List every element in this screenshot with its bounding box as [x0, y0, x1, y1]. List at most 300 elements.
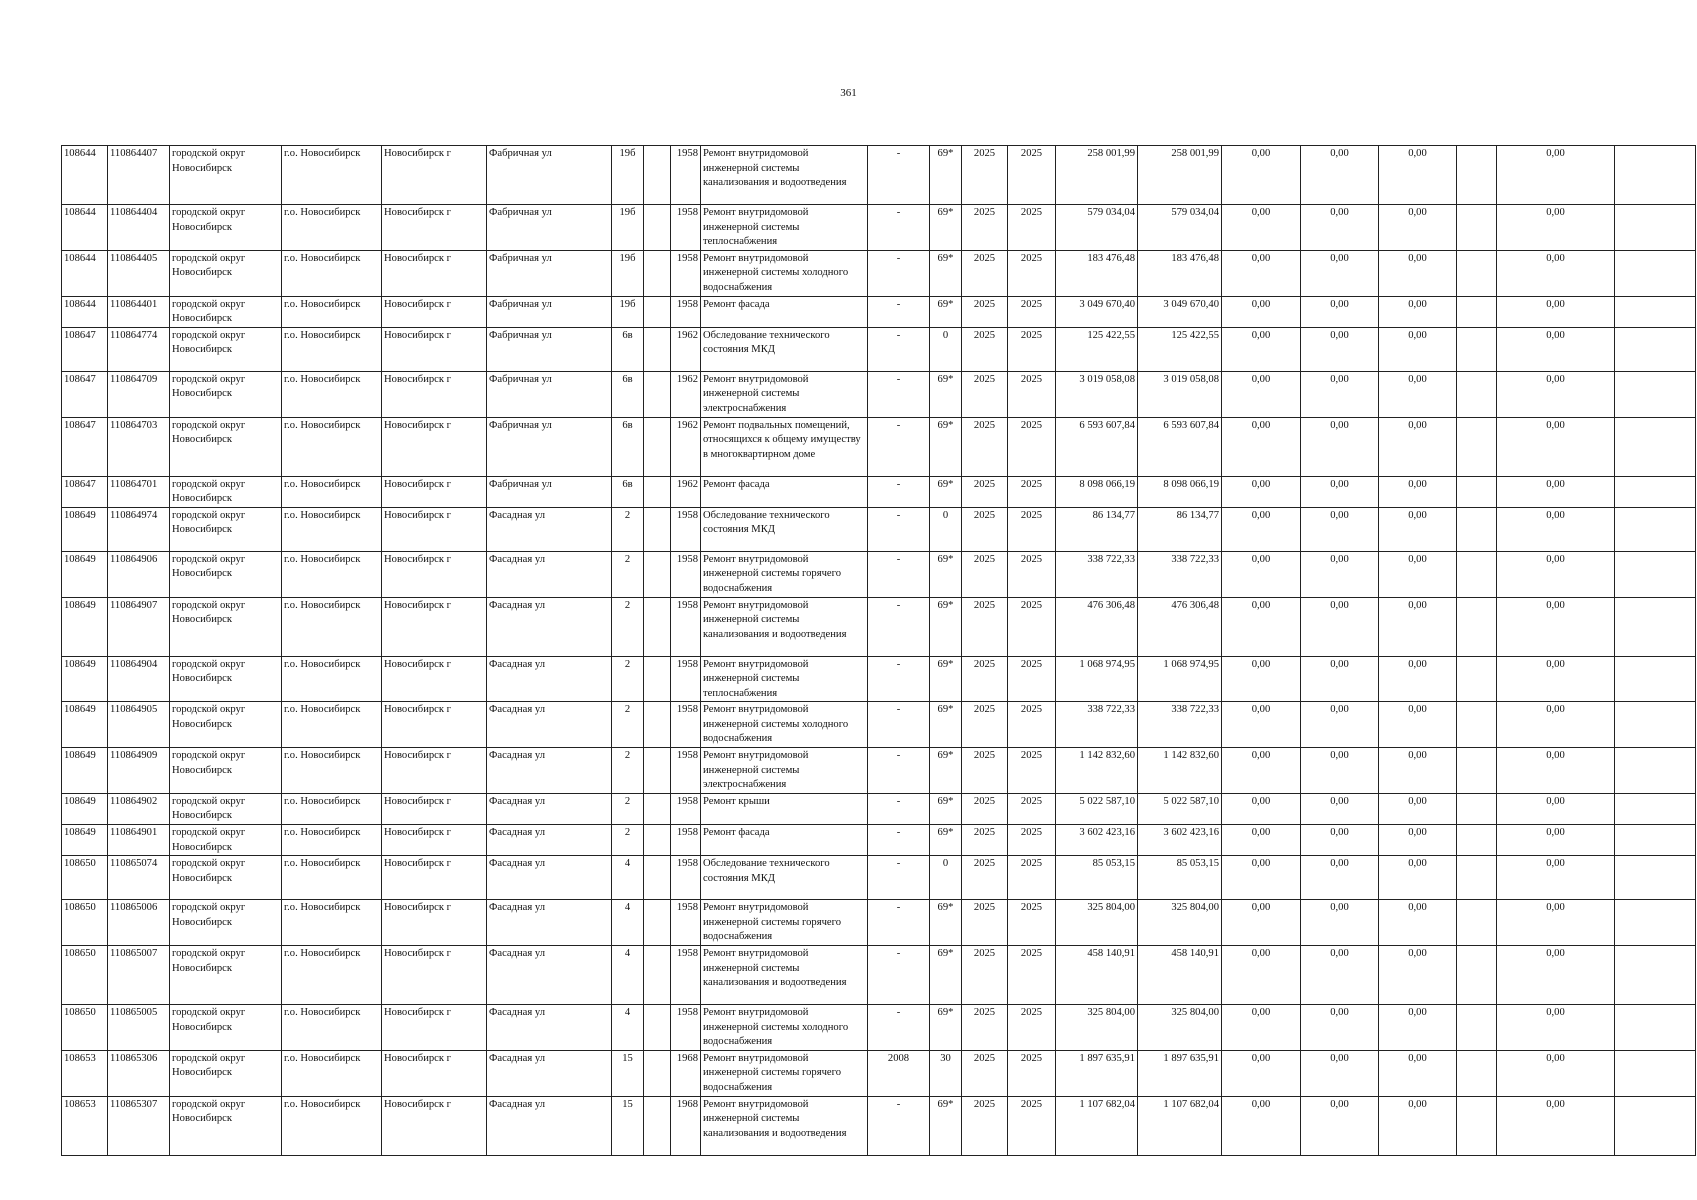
cell-end-year: 2025 — [1008, 327, 1056, 371]
table-row — [62, 946, 1696, 1005]
cell-start-year: 2025 — [962, 656, 1008, 702]
cell-wear-percent: 69* — [930, 250, 962, 296]
cell-regional: 0,00 — [1301, 702, 1379, 748]
cell-district: городской округ Новосибирск — [170, 825, 282, 856]
cell-fund-sum: 183 476,48 — [1138, 250, 1222, 296]
cell-code: 110864909 — [108, 748, 170, 794]
cell-sub — [644, 417, 671, 476]
cell-city: Новосибирск г — [382, 946, 487, 1005]
cell-street: Фасадная ул — [487, 702, 612, 748]
cell-municipality: г.о. Новосибирск — [282, 417, 382, 476]
cell-start-year: 2025 — [962, 205, 1008, 251]
cell-total-cost: 1 897 635,91 — [1056, 1050, 1138, 1096]
cell-municipality: г.о. Новосибирск — [282, 296, 382, 327]
cell-municipality: г.о. Новосибирск — [282, 702, 382, 748]
cell-note — [1615, 748, 1696, 794]
cell-spacer — [1457, 551, 1497, 597]
cell-end-year: 2025 — [1008, 417, 1056, 476]
cell-total-cost: 86 134,77 — [1056, 507, 1138, 551]
cell-end-year: 2025 — [1008, 250, 1056, 296]
cell-regional: 0,00 — [1301, 597, 1379, 656]
cell-total-cost: 1 107 682,04 — [1056, 1096, 1138, 1155]
cell-year-built: 1958 — [671, 900, 701, 946]
cell-city: Новосибирск г — [382, 702, 487, 748]
cell-work-type: Ремонт внутридомовой инженерной системы теплоснабжения — [701, 205, 868, 251]
cell-owners: 0,00 — [1497, 296, 1615, 327]
table-row — [62, 205, 1696, 251]
cell-house: 2 — [612, 748, 644, 794]
cell-street: Фасадная ул — [487, 748, 612, 794]
cell-owners: 0,00 — [1497, 250, 1615, 296]
cell-city: Новосибирск г — [382, 748, 487, 794]
cell-note — [1615, 656, 1696, 702]
cell-work-type: Обследование технического состояния МКД — [701, 507, 868, 551]
cell-house: 2 — [612, 793, 644, 824]
cell-sub — [644, 146, 671, 205]
cell-house: 19б — [612, 250, 644, 296]
cell-note — [1615, 702, 1696, 748]
cell-spacer — [1457, 296, 1497, 327]
cell-owners: 0,00 — [1497, 507, 1615, 551]
cell-id: 108647 — [62, 371, 108, 417]
cell-municipality: г.о. Новосибирск — [282, 371, 382, 417]
cell-district: городской округ Новосибирск — [170, 417, 282, 476]
cell-note — [1615, 507, 1696, 551]
cell-work-type: Обследование технического состояния МКД — [701, 327, 868, 371]
cell-last-repair-year: - — [868, 1005, 930, 1051]
cell-total-cost: 579 034,04 — [1056, 205, 1138, 251]
cell-street: Фасадная ул — [487, 946, 612, 1005]
cell-total-cost: 125 422,55 — [1056, 327, 1138, 371]
cell-start-year: 2025 — [962, 900, 1008, 946]
cell-end-year: 2025 — [1008, 597, 1056, 656]
cell-start-year: 2025 — [962, 417, 1008, 476]
cell-house: 4 — [612, 946, 644, 1005]
cell-federal: 0,00 — [1222, 793, 1301, 824]
table-row — [62, 900, 1696, 946]
cell-street: Фабричная ул — [487, 417, 612, 476]
cell-end-year: 2025 — [1008, 146, 1056, 205]
cell-local: 0,00 — [1379, 825, 1457, 856]
cell-house: 2 — [612, 825, 644, 856]
cell-last-repair-year: - — [868, 146, 930, 205]
cell-sub — [644, 476, 671, 507]
cell-code: 110865307 — [108, 1096, 170, 1155]
cell-house: 19б — [612, 205, 644, 251]
cell-house: 19б — [612, 146, 644, 205]
cell-owners: 0,00 — [1497, 551, 1615, 597]
cell-fund-sum: 258 001,99 — [1138, 146, 1222, 205]
cell-sub — [644, 825, 671, 856]
cell-street: Фасадная ул — [487, 597, 612, 656]
cell-regional: 0,00 — [1301, 371, 1379, 417]
cell-municipality: г.о. Новосибирск — [282, 1096, 382, 1155]
cell-district: городской округ Новосибирск — [170, 856, 282, 900]
cell-owners: 0,00 — [1497, 476, 1615, 507]
cell-owners: 0,00 — [1497, 946, 1615, 1005]
cell-local: 0,00 — [1379, 327, 1457, 371]
cell-city: Новосибирск г — [382, 476, 487, 507]
cell-start-year: 2025 — [962, 946, 1008, 1005]
cell-work-type: Ремонт внутридомовой инженерной системы канализования и водоотведения — [701, 597, 868, 656]
cell-start-year: 2025 — [962, 702, 1008, 748]
cell-district: городской округ Новосибирск — [170, 551, 282, 597]
cell-owners: 0,00 — [1497, 900, 1615, 946]
cell-city: Новосибирск г — [382, 1050, 487, 1096]
cell-municipality: г.о. Новосибирск — [282, 748, 382, 794]
cell-owners: 0,00 — [1497, 656, 1615, 702]
cell-wear-percent: 69* — [930, 900, 962, 946]
cell-sub — [644, 327, 671, 371]
cell-sub — [644, 551, 671, 597]
cell-street: Фасадная ул — [487, 507, 612, 551]
cell-sub — [644, 946, 671, 1005]
cell-house: 2 — [612, 551, 644, 597]
cell-municipality: г.о. Новосибирск — [282, 856, 382, 900]
cell-start-year: 2025 — [962, 250, 1008, 296]
cell-work-type: Ремонт внутридомовой инженерной системы канализования и водоотведения — [701, 946, 868, 1005]
cell-note — [1615, 946, 1696, 1005]
cell-city: Новосибирск г — [382, 551, 487, 597]
table-row — [62, 296, 1696, 327]
table-row — [62, 1050, 1696, 1096]
page-number: 361 — [840, 87, 857, 99]
cell-local: 0,00 — [1379, 205, 1457, 251]
cell-street: Фасадная ул — [487, 825, 612, 856]
cell-city: Новосибирск г — [382, 371, 487, 417]
cell-street: Фасадная ул — [487, 551, 612, 597]
cell-total-cost: 85 053,15 — [1056, 856, 1138, 900]
cell-spacer — [1457, 656, 1497, 702]
table-row — [62, 1096, 1696, 1155]
cell-regional: 0,00 — [1301, 205, 1379, 251]
cell-federal: 0,00 — [1222, 250, 1301, 296]
cell-last-repair-year: - — [868, 656, 930, 702]
cell-owners: 0,00 — [1497, 793, 1615, 824]
cell-note — [1615, 146, 1696, 205]
cell-last-repair-year: - — [868, 900, 930, 946]
cell-federal: 0,00 — [1222, 825, 1301, 856]
cell-street: Фабричная ул — [487, 205, 612, 251]
cell-municipality: г.о. Новосибирск — [282, 597, 382, 656]
cell-regional: 0,00 — [1301, 946, 1379, 1005]
cell-federal: 0,00 — [1222, 1096, 1301, 1155]
cell-wear-percent: 69* — [930, 1096, 962, 1155]
cell-spacer — [1457, 856, 1497, 900]
cell-note — [1615, 250, 1696, 296]
cell-city: Новосибирск г — [382, 856, 487, 900]
cell-fund-sum: 6 593 607,84 — [1138, 417, 1222, 476]
cell-spacer — [1457, 1005, 1497, 1051]
cell-city: Новосибирск г — [382, 900, 487, 946]
cell-district: городской округ Новосибирск — [170, 1050, 282, 1096]
table-row — [62, 327, 1696, 371]
cell-municipality: г.о. Новосибирск — [282, 1005, 382, 1051]
cell-wear-percent: 69* — [930, 551, 962, 597]
cell-fund-sum: 85 053,15 — [1138, 856, 1222, 900]
cell-regional: 0,00 — [1301, 146, 1379, 205]
cell-federal: 0,00 — [1222, 702, 1301, 748]
cell-owners: 0,00 — [1497, 327, 1615, 371]
cell-city: Новосибирск г — [382, 825, 487, 856]
cell-note — [1615, 327, 1696, 371]
cell-start-year: 2025 — [962, 1005, 1008, 1051]
cell-wear-percent: 0 — [930, 327, 962, 371]
cell-local: 0,00 — [1379, 371, 1457, 417]
table-row — [62, 551, 1696, 597]
cell-district: городской округ Новосибирск — [170, 702, 282, 748]
cell-federal: 0,00 — [1222, 946, 1301, 1005]
cell-wear-percent: 69* — [930, 476, 962, 507]
cell-work-type: Ремонт внутридомовой инженерной системы горячего водоснабжения — [701, 551, 868, 597]
cell-wear-percent: 69* — [930, 1005, 962, 1051]
cell-local: 0,00 — [1379, 900, 1457, 946]
cell-fund-sum: 3 049 670,40 — [1138, 296, 1222, 327]
cell-spacer — [1457, 1096, 1497, 1155]
cell-end-year: 2025 — [1008, 1005, 1056, 1051]
cell-regional: 0,00 — [1301, 656, 1379, 702]
cell-wear-percent: 69* — [930, 825, 962, 856]
cell-fund-sum: 325 804,00 — [1138, 1005, 1222, 1051]
cell-end-year: 2025 — [1008, 296, 1056, 327]
cell-code: 110864906 — [108, 551, 170, 597]
cell-wear-percent: 69* — [930, 371, 962, 417]
cell-regional: 0,00 — [1301, 250, 1379, 296]
cell-start-year: 2025 — [962, 327, 1008, 371]
cell-sub — [644, 748, 671, 794]
cell-fund-sum: 476 306,48 — [1138, 597, 1222, 656]
cell-code: 110865006 — [108, 900, 170, 946]
cell-year-built: 1958 — [671, 702, 701, 748]
cell-district: городской округ Новосибирск — [170, 946, 282, 1005]
cell-city: Новосибирск г — [382, 327, 487, 371]
cell-federal: 0,00 — [1222, 417, 1301, 476]
cell-code: 110865074 — [108, 856, 170, 900]
cell-total-cost: 458 140,91 — [1056, 946, 1138, 1005]
cell-local: 0,00 — [1379, 417, 1457, 476]
cell-end-year: 2025 — [1008, 507, 1056, 551]
cell-fund-sum: 1 068 974,95 — [1138, 656, 1222, 702]
cell-local: 0,00 — [1379, 793, 1457, 824]
cell-regional: 0,00 — [1301, 1096, 1379, 1155]
cell-spacer — [1457, 946, 1497, 1005]
cell-last-repair-year: - — [868, 476, 930, 507]
cell-end-year: 2025 — [1008, 825, 1056, 856]
cell-municipality: г.о. Новосибирск — [282, 146, 382, 205]
cell-start-year: 2025 — [962, 296, 1008, 327]
cell-local: 0,00 — [1379, 856, 1457, 900]
cell-municipality: г.о. Новосибирск — [282, 656, 382, 702]
table-row — [62, 656, 1696, 702]
cell-spacer — [1457, 146, 1497, 205]
cell-last-repair-year: - — [868, 205, 930, 251]
cell-city: Новосибирск г — [382, 250, 487, 296]
table-row — [62, 1005, 1696, 1051]
cell-code: 110864907 — [108, 597, 170, 656]
cell-local: 0,00 — [1379, 748, 1457, 794]
cell-total-cost: 1 142 832,60 — [1056, 748, 1138, 794]
cell-district: городской округ Новосибирск — [170, 205, 282, 251]
cell-municipality: г.о. Новосибирск — [282, 1050, 382, 1096]
cell-local: 0,00 — [1379, 1005, 1457, 1051]
cell-sub — [644, 205, 671, 251]
cell-local: 0,00 — [1379, 656, 1457, 702]
cell-local: 0,00 — [1379, 597, 1457, 656]
cell-start-year: 2025 — [962, 597, 1008, 656]
cell-district: городской округ Новосибирск — [170, 250, 282, 296]
cell-id: 108649 — [62, 748, 108, 794]
cell-district: городской округ Новосибирск — [170, 371, 282, 417]
cell-last-repair-year: - — [868, 946, 930, 1005]
cell-year-built: 1958 — [671, 250, 701, 296]
cell-code: 110864703 — [108, 417, 170, 476]
cell-owners: 0,00 — [1497, 1096, 1615, 1155]
cell-owners: 0,00 — [1497, 146, 1615, 205]
cell-district: городской округ Новосибирск — [170, 1096, 282, 1155]
cell-year-built: 1958 — [671, 296, 701, 327]
cell-regional: 0,00 — [1301, 856, 1379, 900]
cell-start-year: 2025 — [962, 793, 1008, 824]
cell-year-built: 1958 — [671, 146, 701, 205]
cell-year-built: 1958 — [671, 507, 701, 551]
cell-sub — [644, 371, 671, 417]
cell-spacer — [1457, 1050, 1497, 1096]
cell-last-repair-year: - — [868, 825, 930, 856]
cell-wear-percent: 69* — [930, 205, 962, 251]
cell-local: 0,00 — [1379, 250, 1457, 296]
cell-total-cost: 1 068 974,95 — [1056, 656, 1138, 702]
table-row — [62, 793, 1696, 824]
cell-federal: 0,00 — [1222, 551, 1301, 597]
cell-id: 108650 — [62, 946, 108, 1005]
cell-local: 0,00 — [1379, 476, 1457, 507]
cell-end-year: 2025 — [1008, 371, 1056, 417]
table-row — [62, 417, 1696, 476]
cell-total-cost: 338 722,33 — [1056, 551, 1138, 597]
cell-code: 110864407 — [108, 146, 170, 205]
cell-sub — [644, 793, 671, 824]
cell-fund-sum: 1 897 635,91 — [1138, 1050, 1222, 1096]
cell-house: 2 — [612, 702, 644, 748]
cell-note — [1615, 825, 1696, 856]
cell-sub — [644, 597, 671, 656]
cell-id: 108650 — [62, 1005, 108, 1051]
cell-last-repair-year: - — [868, 371, 930, 417]
cell-start-year: 2025 — [962, 748, 1008, 794]
cell-district: городской округ Новосибирск — [170, 146, 282, 205]
cell-owners: 0,00 — [1497, 1050, 1615, 1096]
cell-municipality: г.о. Новосибирск — [282, 900, 382, 946]
cell-fund-sum: 1 142 832,60 — [1138, 748, 1222, 794]
cell-note — [1615, 296, 1696, 327]
cell-work-type: Ремонт фасада — [701, 476, 868, 507]
cell-total-cost: 325 804,00 — [1056, 900, 1138, 946]
cell-spacer — [1457, 476, 1497, 507]
cell-federal: 0,00 — [1222, 597, 1301, 656]
cell-owners: 0,00 — [1497, 205, 1615, 251]
cell-house: 4 — [612, 856, 644, 900]
cell-code: 110864401 — [108, 296, 170, 327]
cell-spacer — [1457, 205, 1497, 251]
cell-code: 110864701 — [108, 476, 170, 507]
cell-federal: 0,00 — [1222, 476, 1301, 507]
cell-regional: 0,00 — [1301, 1050, 1379, 1096]
cell-local: 0,00 — [1379, 507, 1457, 551]
cell-street: Фасадная ул — [487, 900, 612, 946]
cell-municipality: г.о. Новосибирск — [282, 507, 382, 551]
cell-federal: 0,00 — [1222, 856, 1301, 900]
cell-sub — [644, 1050, 671, 1096]
cell-fund-sum: 5 022 587,10 — [1138, 793, 1222, 824]
cell-spacer — [1457, 597, 1497, 656]
table-row — [62, 748, 1696, 794]
cell-end-year: 2025 — [1008, 900, 1056, 946]
cell-work-type: Ремонт внутридомовой инженерной системы канализования и водоотведения — [701, 146, 868, 205]
cell-house: 2 — [612, 597, 644, 656]
cell-spacer — [1457, 825, 1497, 856]
cell-federal: 0,00 — [1222, 656, 1301, 702]
cell-year-built: 1958 — [671, 856, 701, 900]
cell-wear-percent: 0 — [930, 856, 962, 900]
cell-fund-sum: 125 422,55 — [1138, 327, 1222, 371]
cell-wear-percent: 69* — [930, 702, 962, 748]
cell-id: 108644 — [62, 205, 108, 251]
cell-federal: 0,00 — [1222, 1005, 1301, 1051]
cell-regional: 0,00 — [1301, 417, 1379, 476]
cell-code: 110865007 — [108, 946, 170, 1005]
table-row — [62, 146, 1696, 205]
cell-work-type: Ремонт фасада — [701, 825, 868, 856]
cell-city: Новосибирск г — [382, 1096, 487, 1155]
cell-work-type: Ремонт внутридомовой инженерной системы теплоснабжения — [701, 656, 868, 702]
cell-note — [1615, 205, 1696, 251]
cell-id: 108647 — [62, 476, 108, 507]
cell-note — [1615, 793, 1696, 824]
cell-year-built: 1962 — [671, 417, 701, 476]
cell-regional: 0,00 — [1301, 1005, 1379, 1051]
cell-work-type: Ремонт подвальных помещений, относящихся к общему имуществу в многоквартирном доме — [701, 417, 868, 476]
cell-end-year: 2025 — [1008, 1096, 1056, 1155]
cell-street: Фабричная ул — [487, 371, 612, 417]
cell-total-cost: 5 022 587,10 — [1056, 793, 1138, 824]
cell-fund-sum: 325 804,00 — [1138, 900, 1222, 946]
cell-code: 110864904 — [108, 656, 170, 702]
cell-wear-percent: 69* — [930, 597, 962, 656]
cell-note — [1615, 551, 1696, 597]
cell-street: Фасадная ул — [487, 1005, 612, 1051]
cell-last-repair-year: - — [868, 327, 930, 371]
cell-house: 4 — [612, 900, 644, 946]
cell-regional: 0,00 — [1301, 327, 1379, 371]
cell-year-built: 1958 — [671, 1005, 701, 1051]
cell-year-built: 1958 — [671, 597, 701, 656]
cell-owners: 0,00 — [1497, 748, 1615, 794]
cell-start-year: 2025 — [962, 476, 1008, 507]
cell-id: 108647 — [62, 327, 108, 371]
cell-wear-percent: 30 — [930, 1050, 962, 1096]
cell-municipality: г.о. Новосибирск — [282, 825, 382, 856]
cell-city: Новосибирск г — [382, 417, 487, 476]
cell-fund-sum: 338 722,33 — [1138, 551, 1222, 597]
cell-start-year: 2025 — [962, 1096, 1008, 1155]
cell-municipality: г.о. Новосибирск — [282, 551, 382, 597]
cell-total-cost: 476 306,48 — [1056, 597, 1138, 656]
cell-end-year: 2025 — [1008, 793, 1056, 824]
cell-spacer — [1457, 793, 1497, 824]
cell-work-type: Ремонт внутридомовой инженерной системы холодного водоснабжения — [701, 1005, 868, 1051]
cell-district: городской округ Новосибирск — [170, 327, 282, 371]
cell-id: 108653 — [62, 1050, 108, 1096]
